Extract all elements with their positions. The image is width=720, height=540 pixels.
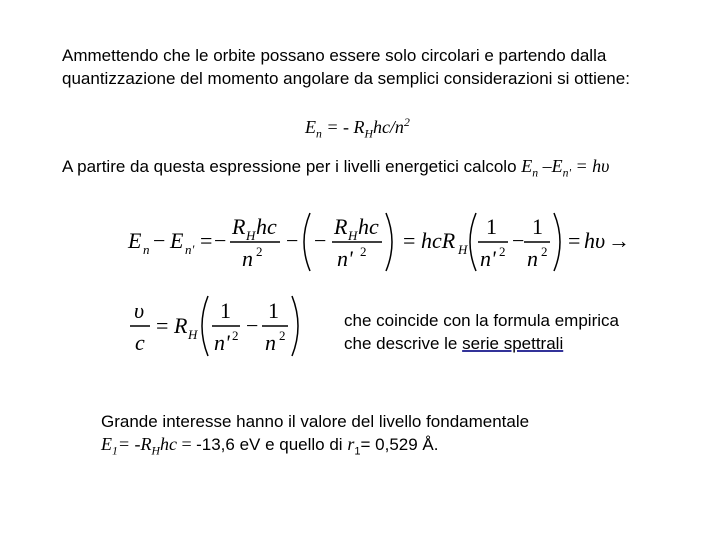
svg-text:R: R — [232, 214, 246, 239]
svg-text:hυ: hυ — [584, 228, 606, 253]
svg-text:n: n — [242, 246, 253, 271]
svg-text:2: 2 — [499, 244, 506, 259]
svg-text:hcR: hcR — [421, 228, 456, 253]
svg-text:n: n — [143, 242, 150, 257]
intro-line-1: Ammettendo che le orbite possano essere solo circolari e partendo dalla — [62, 46, 607, 65]
svg-text:E: E — [128, 228, 142, 253]
svg-text:n: n — [527, 246, 538, 271]
ground-line-1: Grande interesse hanno il valore del livello fondamentale — [101, 412, 530, 431]
svg-text:n': n' — [214, 330, 230, 355]
svg-text:H: H — [188, 327, 198, 342]
svg-text:1: 1 — [486, 214, 497, 239]
svg-text:c: c — [135, 330, 145, 355]
statement-line: A partire da questa espressione per i livelli energetici calcolo $E_n$ $-E_{n'} = h\upsilon$ — [62, 156, 610, 180]
svg-text:2: 2 — [360, 244, 367, 259]
svg-text:1: 1 — [532, 214, 543, 239]
svg-text:=: = — [200, 228, 213, 253]
intro-line-2: quantizzazione del momento angolare da semplici considerazioni si ottiene: — [62, 69, 630, 88]
svg-text:2: 2 — [256, 244, 263, 259]
equation-wavenumber — [128, 290, 308, 362]
svg-text:→: → — [608, 228, 630, 253]
svg-text:n: n — [265, 330, 276, 355]
svg-text:1: 1 — [220, 298, 231, 323]
svg-text:n': n' — [480, 246, 496, 271]
svg-text:2: 2 — [541, 244, 548, 259]
ground-line-2: $E_1= -R_Hhc = -13,6$ eV e quello di $r_1= 0,529$ Å. — [101, 434, 439, 458]
svg-text:H: H — [458, 242, 468, 257]
svg-text:2: 2 — [279, 328, 286, 343]
svg-text:R: R — [334, 214, 348, 239]
svg-text:−: − — [246, 313, 259, 338]
svg-text:=: = — [156, 313, 169, 338]
svg-text:υ: υ — [134, 298, 145, 323]
svg-text:R: R — [174, 313, 188, 338]
coincides-line-1: che coincide con la formula empirica — [344, 311, 619, 330]
svg-text:=: = — [568, 228, 581, 253]
svg-text:H: H — [348, 228, 358, 243]
serie-spettrali-link[interactable]: serie spettrali — [462, 334, 564, 353]
equation-energy-difference — [120, 205, 630, 275]
svg-text:−: − — [314, 228, 327, 253]
svg-text:1: 1 — [268, 298, 279, 323]
energy-formula: $E_n$ = - $R_Hhc/n^2$ — [305, 116, 410, 141]
svg-text:−: − — [512, 228, 525, 253]
svg-text:E: E — [170, 228, 184, 253]
svg-text:hc: hc — [256, 214, 277, 239]
svg-text:H: H — [246, 228, 256, 243]
svg-text:−: − — [153, 228, 166, 253]
coincides-line-2: che descrive le serie spettrali — [344, 334, 564, 353]
svg-text:2: 2 — [232, 328, 239, 343]
svg-text:n': n' — [185, 242, 195, 257]
svg-text:hc: hc — [358, 214, 379, 239]
svg-text:n': n' — [337, 246, 353, 271]
svg-text:−: − — [214, 228, 227, 253]
svg-text:=: = — [403, 228, 416, 253]
svg-text:−: − — [286, 228, 299, 253]
